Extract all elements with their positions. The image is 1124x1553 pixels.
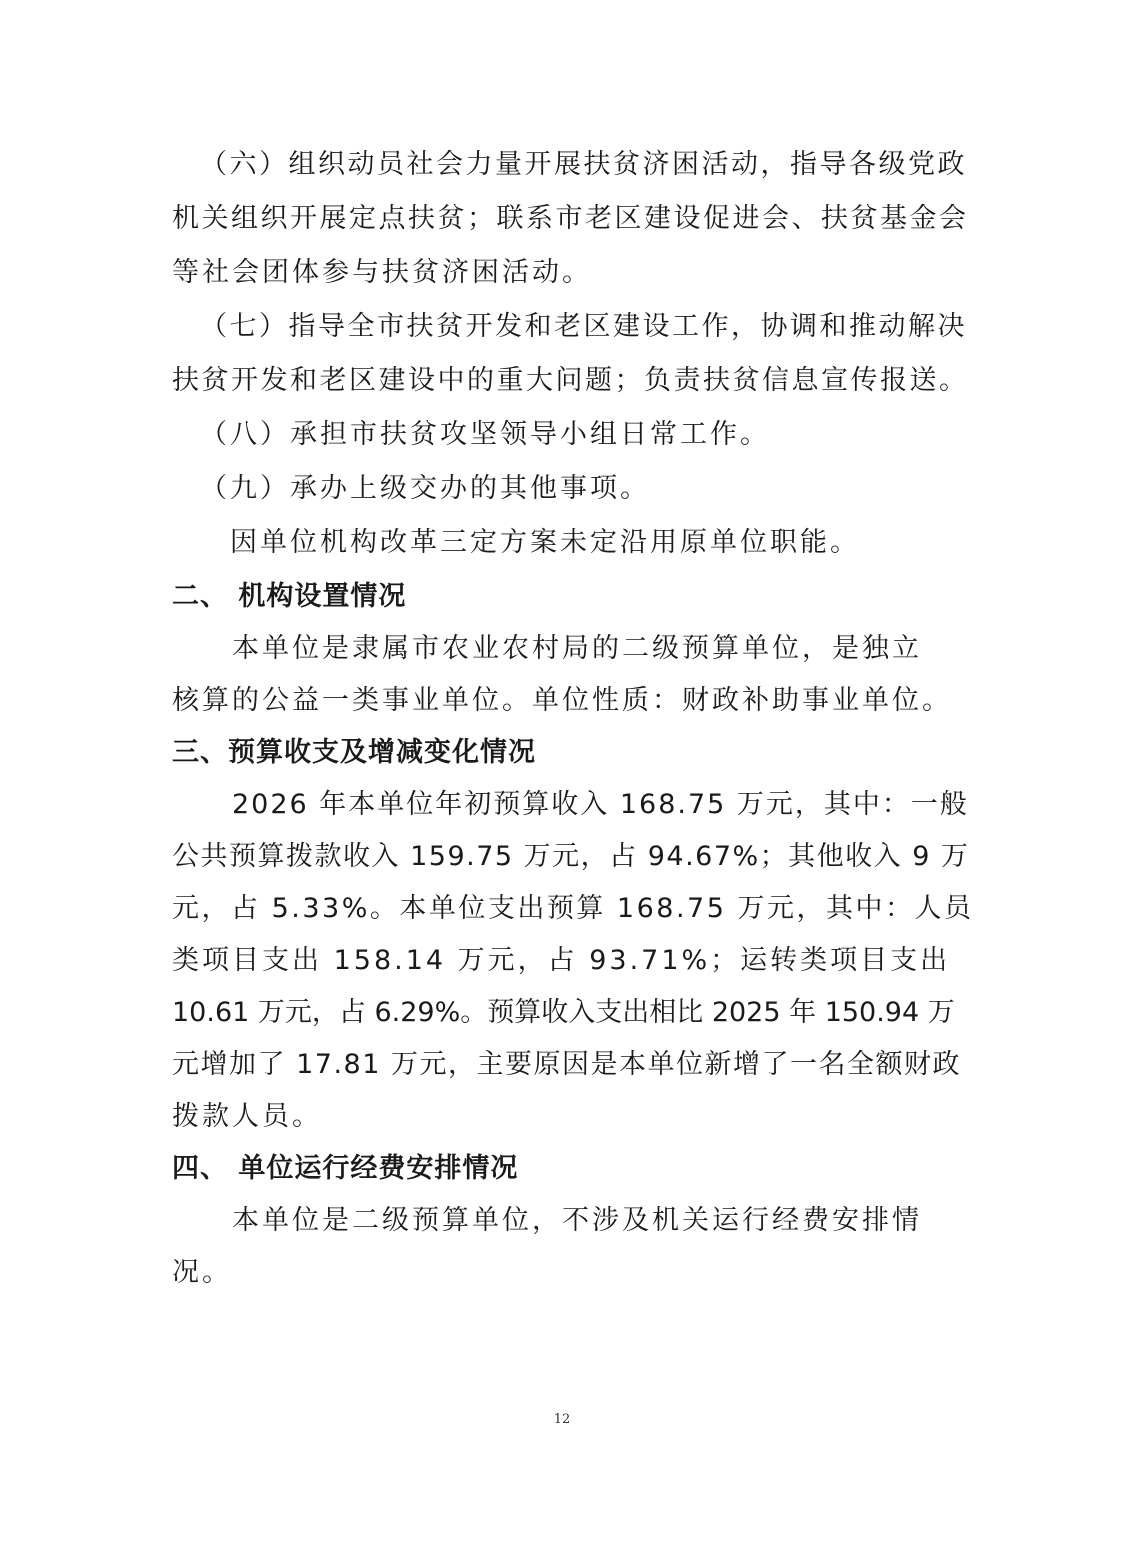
section-heading: 四、 单位运行经费安排情况	[172, 1153, 519, 1184]
paragraph-line: 元，占 5.33%。本单位支出预算 168.75 万元，其中：人员	[172, 893, 974, 924]
paragraph-line: 10.61 万元，占 6.29%。预算收入支出相比 2025 年 150.94 万	[172, 997, 955, 1028]
section-heading: 二、 机构设置情况	[172, 581, 407, 612]
section-heading: 三、预算收支及增减变化情况	[172, 737, 536, 768]
paragraph-line: 等社会团体参与扶贫济困活动。	[172, 257, 592, 288]
page-number: 12	[553, 1412, 571, 1427]
paragraph-line: 况。	[172, 1257, 232, 1288]
paragraph-line: （八）承担市扶贫攻坚领导小组日常工作。	[200, 419, 770, 450]
paragraph-line: （九）承办上级交办的其他事项。	[200, 473, 650, 504]
paragraph-line: 本单位是二级预算单位，不涉及机关运行经费安排情	[232, 1205, 922, 1236]
paragraph-line: 核算的公益一类事业单位。单位性质：财政补助事业单位。	[172, 685, 952, 716]
paragraph-line: 本单位是隶属市农业农村局的二级预算单位，是独立	[232, 633, 922, 664]
paragraph-line: 拨款人员。	[172, 1101, 322, 1132]
paragraph-line: 类项目支出 158.14 万元，占 93.71%；运转类项目支出	[172, 945, 951, 976]
paragraph-line: 2026 年本单位年初预算收入 168.75 万元，其中：一般	[232, 789, 969, 820]
paragraph-line: 机关组织开展定点扶贫；联系市老区建设促进会、扶贫基金会	[172, 203, 969, 234]
paragraph-line: 扶贫开发和老区建设中的重大问题；负责扶贫信息宣传报送。	[172, 365, 969, 396]
paragraph-line: （六）组织动员社会力量开展扶贫济困活动，指导各级党政	[200, 149, 967, 180]
paragraph-line: （七）指导全市扶贫开发和老区建设工作，协调和推动解决	[200, 311, 967, 342]
paragraph-line: 因单位机构改革三定方案未定沿用原单位职能。	[230, 527, 860, 558]
paragraph-line: 元增加了 17.81 万元，主要原因是本单位新增了一名全额财政	[172, 1049, 961, 1080]
paragraph-line: 公共预算拨款收入 159.75 万元，占 94.67%；其他收入 9 万	[172, 841, 970, 872]
